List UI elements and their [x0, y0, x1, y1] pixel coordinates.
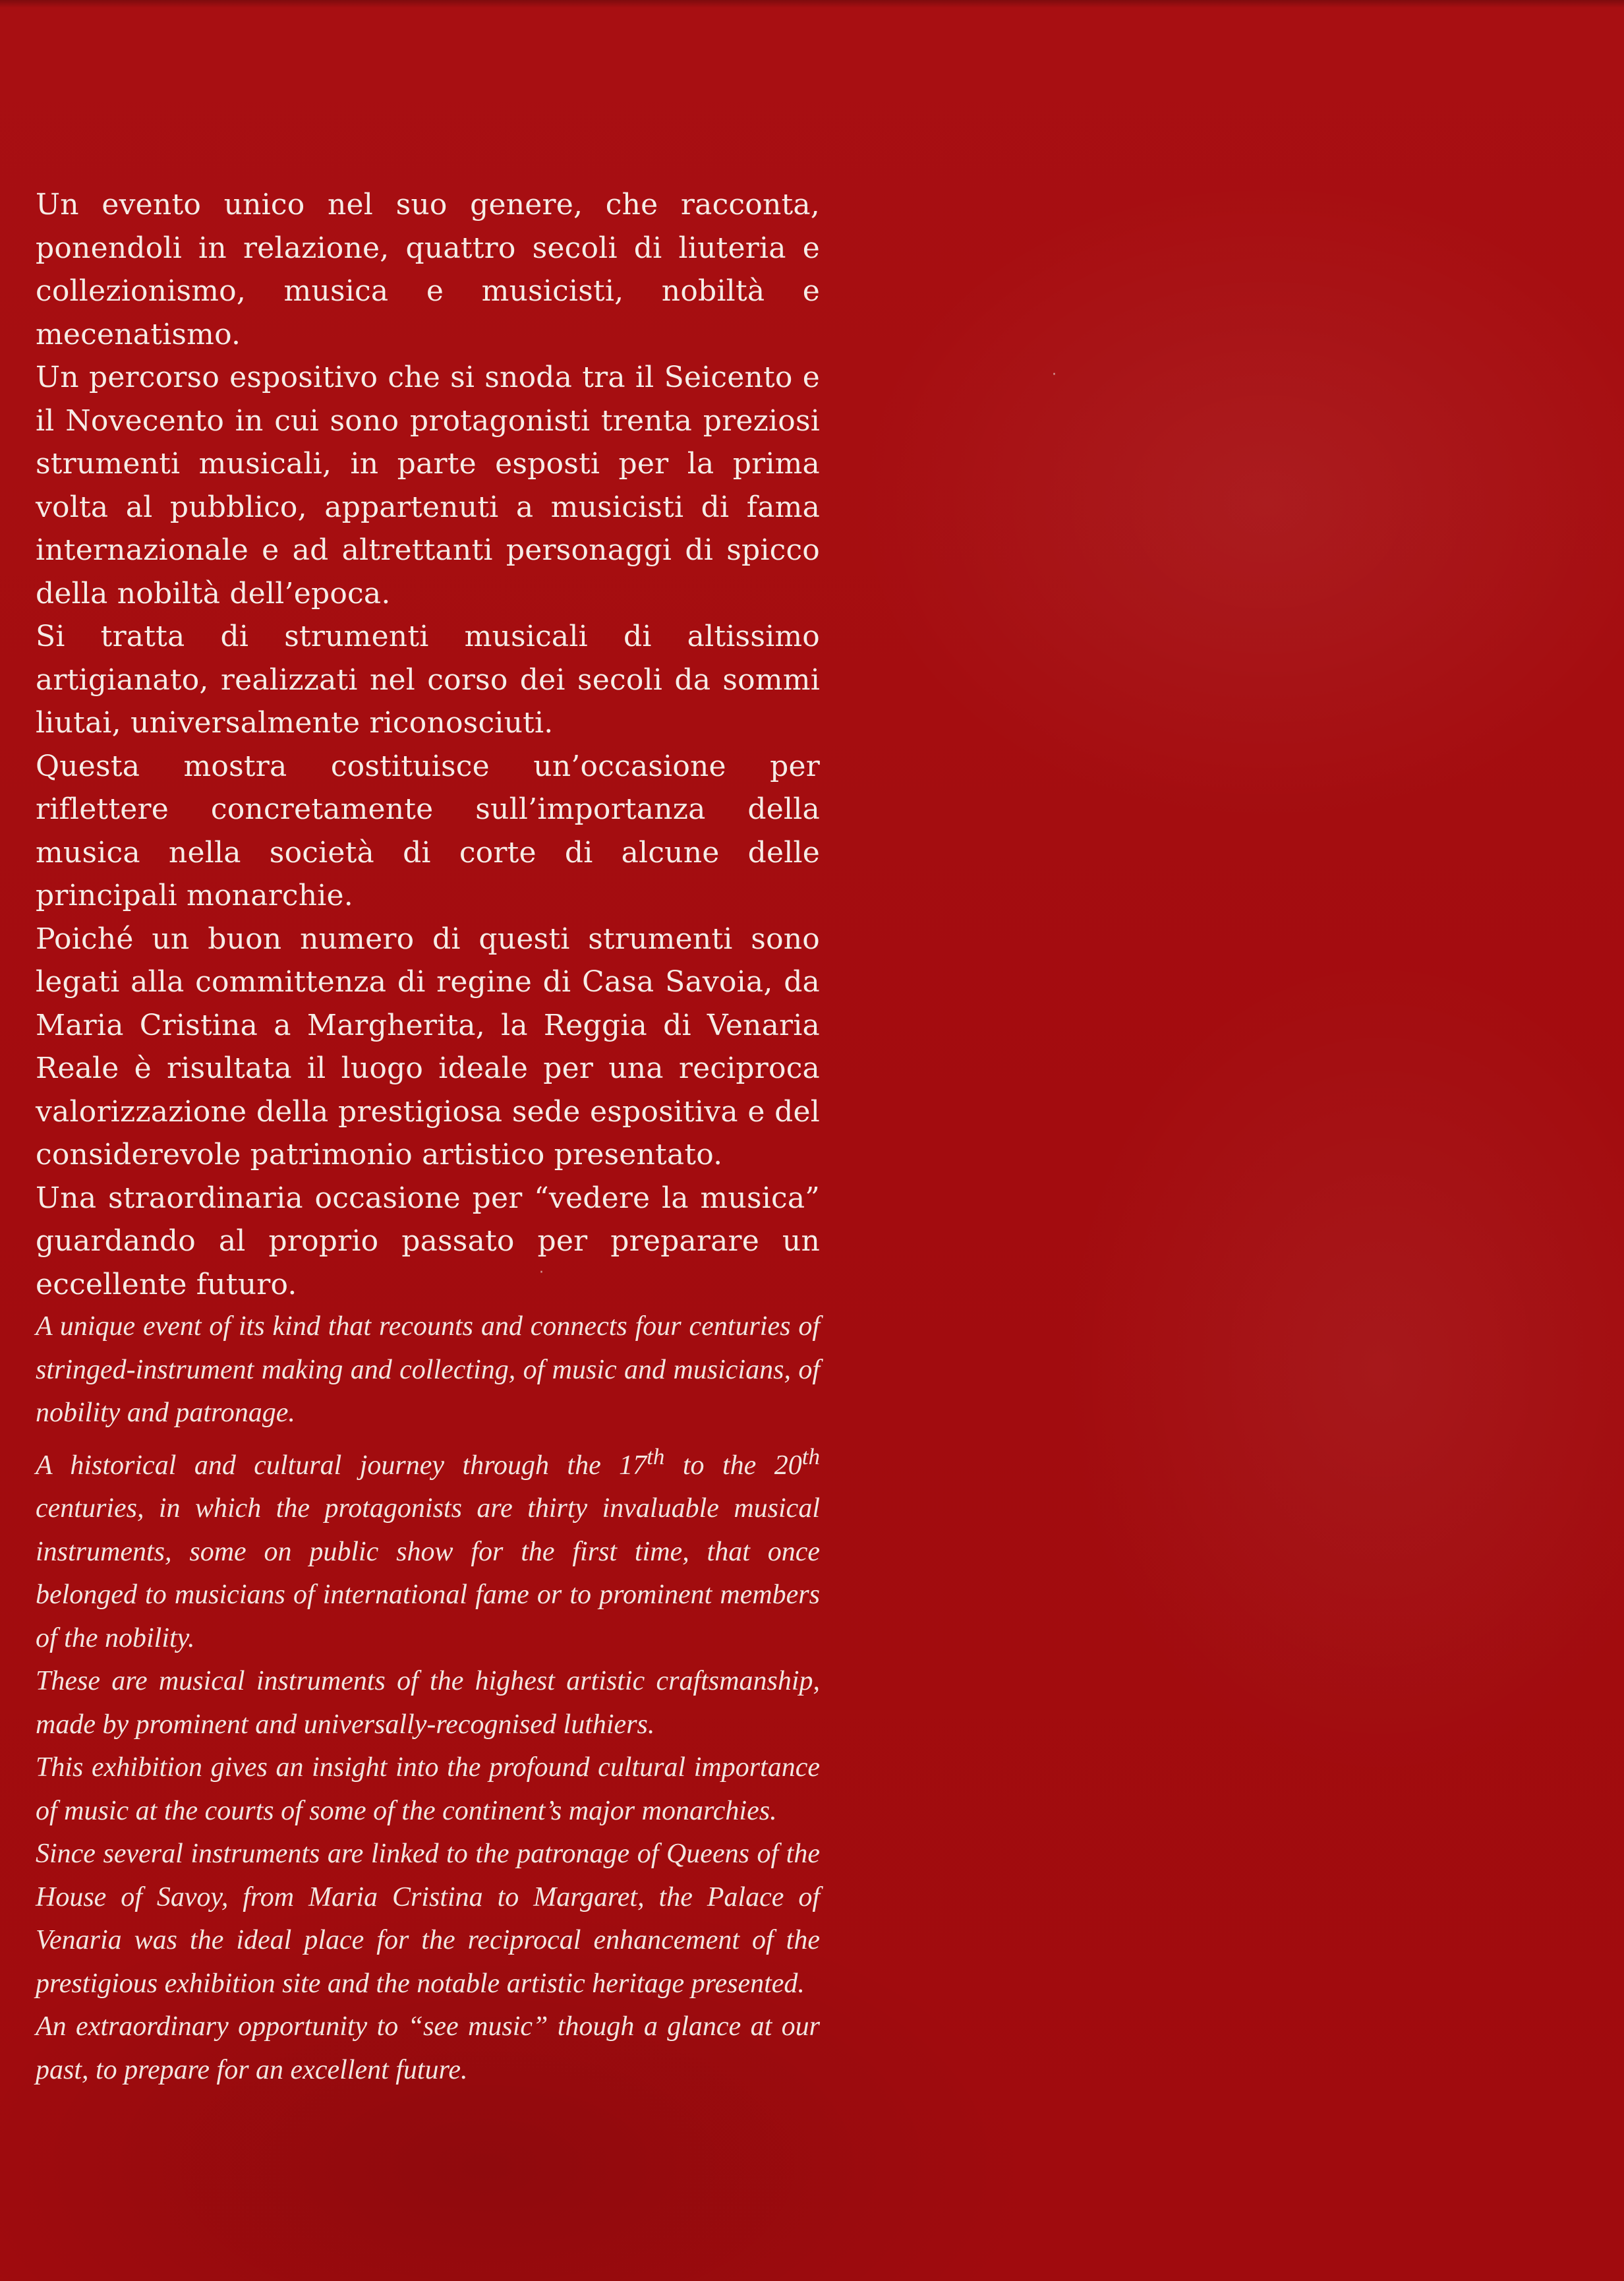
- english-paragraph: A unique event of its kind that recounts and connects four centuries of stringed-instrument making and collecting, of music and musicians, of nobility and patronage.: [36, 1311, 820, 1428]
- italian-paragraph: Si tratta di strumenti musicali di altissimo artigianato, realizzati nel corso dei secoli da sommi liutai, universalmente riconosciuti.: [36, 620, 820, 740]
- top-edge-shadow: [0, 0, 1624, 8]
- english-paragraph: This exhibition gives an insight into the profound cultural importance of music at the courts of some of the continent’s major monarchies.: [36, 1752, 820, 1826]
- ordinal-suffix: th: [647, 1443, 665, 1469]
- english-paragraph: These are musical instruments of the highest artistic craftsmanship, made by prominent and universally-recognised luthiers.: [36, 1666, 820, 1740]
- speck-mark: ·: [1052, 367, 1057, 383]
- english-text-block: [36, 1305, 820, 2092]
- english-text: A historical and cultural journey through the 17: [36, 1450, 647, 1481]
- italian-paragraph: Una straordinaria occasione per “vedere la musica” guardando al proprio passato per preparare un eccellente futuro.: [36, 1181, 820, 1301]
- italian-text-block: [36, 183, 820, 1306]
- english-text: centuries, in which the protagonists are thirty invaluable musical instruments, some on public show for the first time, that once belonged to musicians of international fame or to prominent members of the nobility.: [36, 1493, 820, 1653]
- english-paragraph: Since several instruments are linked to the patronage of Queens of the House of Savoy, from Maria Cristina to Margaret, the Palace of Venaria was the ideal place for the reciprocal enhancement of the prestigious exhibition site and the notable artistic heritage presented.: [36, 1839, 820, 1999]
- english-paragraph: [36, 1435, 820, 1661]
- speck-mark: ·: [539, 1264, 544, 1281]
- italian-paragraph: Un evento unico nel suo genere, che racconta, ponendoli in relazione, quattro secoli di liuteria e collezionismo, musica e musicisti, nobiltà e mecenatismo.: [36, 188, 820, 351]
- ordinal-suffix: th: [801, 1443, 820, 1469]
- english-text: to the 20: [664, 1450, 802, 1481]
- italian-paragraph: Questa mostra costituisce un’occasione per riflettere concretamente sull’importanza della musica nella società di corte di alcune delle principali monarchie.: [36, 749, 820, 912]
- english-paragraph: An extraordinary opportunity to “see music” though a glance at our past, to prepare for an excellent future.: [36, 2011, 820, 2085]
- italian-paragraph: Poiché un buon numero di questi strumenti sono legati alla committenza di regine di Casa Savoia, da Maria Cristina a Margherita, la Reggia di Venaria Reale è risultata il luogo ideale per una reciproca valorizzazione della prestigiosa sede espositiva e del considerevole patrimonio artistico presentato.: [36, 922, 820, 1171]
- italian-paragraph: Un percorso espositivo che si snoda tra il Seicento e il Novecento in cui sono protagonisti trenta preziosi strumenti musicali, in parte esposti per la prima volta al pubblico, appartenuti a musicisti di fama internazionale e ad altrettanti personaggi di spicco della nobiltà dell’epoca.: [36, 361, 820, 610]
